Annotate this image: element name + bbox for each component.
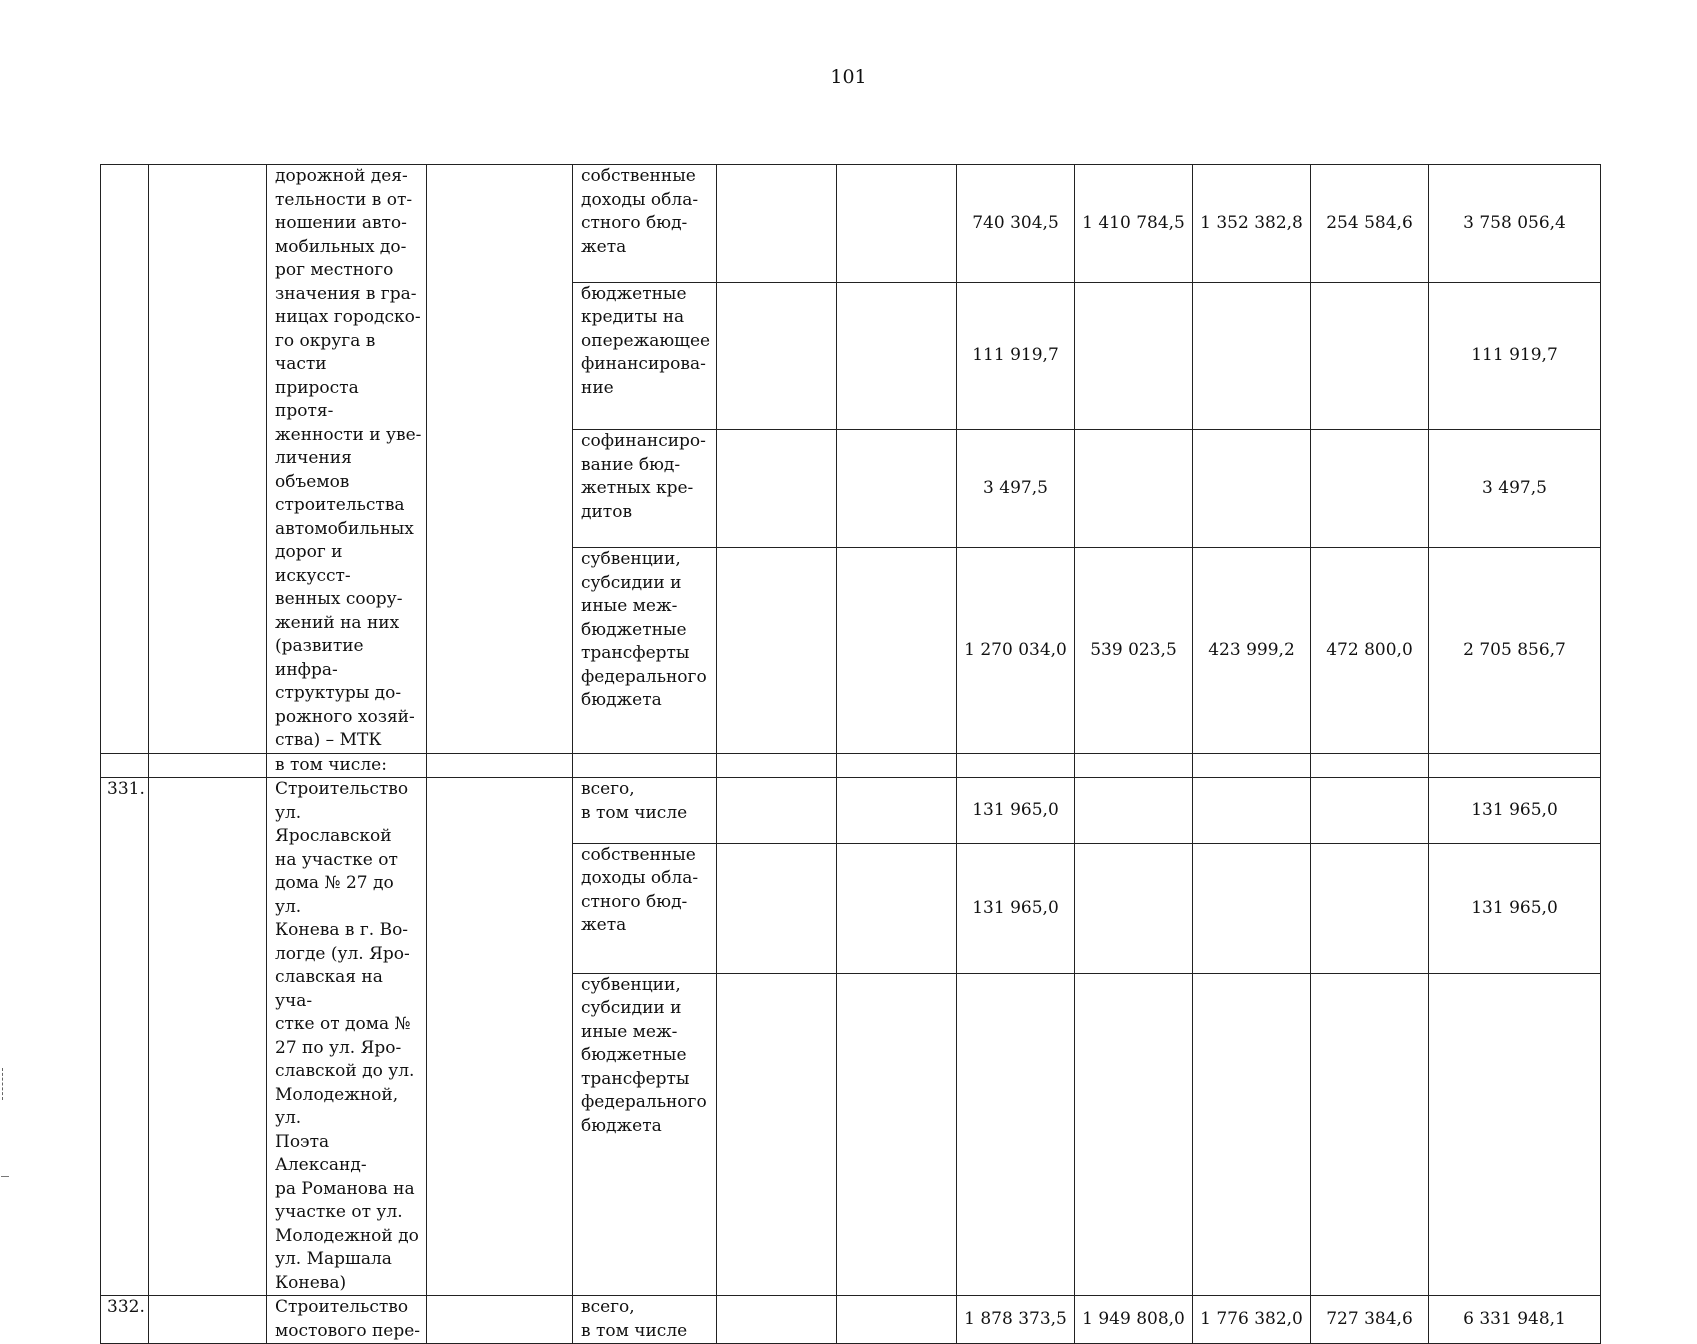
funding-source-cell: собственные доходы обла- стного бюд- жета xyxy=(573,843,717,973)
empty-cell xyxy=(837,778,957,844)
empty-cell xyxy=(837,1296,957,1344)
empty-cell xyxy=(1193,753,1311,778)
total-value-cell: 3 758 056,4 xyxy=(1429,165,1601,283)
funding-source-cell: софинансиро- вание бюд- жетных кре- дитов xyxy=(573,430,717,548)
year-value-cell: 740 304,5 xyxy=(957,165,1075,283)
table-row xyxy=(101,1296,1601,1344)
year-value-cell xyxy=(957,973,1075,1295)
year-value-cell xyxy=(1075,282,1193,429)
year-value-cell: 472 800,0 xyxy=(1311,548,1429,754)
empty-cell xyxy=(837,282,957,429)
empty-cell xyxy=(717,778,837,844)
year-value-cell xyxy=(1311,778,1429,844)
year-value-cell: 111 919,7 xyxy=(957,282,1075,429)
year-value-cell xyxy=(1193,430,1311,548)
empty-cell xyxy=(1311,753,1429,778)
table-body xyxy=(101,165,1601,1344)
budget-table xyxy=(100,164,1601,1344)
year-value-cell: 3 497,5 xyxy=(957,430,1075,548)
empty-cell xyxy=(427,165,573,754)
funding-source-cell: бюджетные кредиты на опережающее финансирова- ние xyxy=(573,282,717,429)
funding-source-cell: субвенции, субсидии и иные меж- бюджетные трансферты федерального бюджета xyxy=(573,548,717,754)
empty-cell xyxy=(717,548,837,754)
year-value-cell xyxy=(1193,778,1311,844)
year-value-cell xyxy=(1075,778,1193,844)
empty-cell xyxy=(837,165,957,283)
total-value-cell: 131 965,0 xyxy=(1429,843,1601,973)
total-value-cell: 6 331 948,1 xyxy=(1429,1296,1601,1344)
year-value-cell: 131 965,0 xyxy=(957,778,1075,844)
funding-source-cell: субвенции, субсидии и иные меж- бюджетные трансферты федерального бюджета xyxy=(573,973,717,1295)
empty-cell xyxy=(957,753,1075,778)
year-value-cell xyxy=(1193,843,1311,973)
year-value-cell: 1 949 808,0 xyxy=(1075,1296,1193,1344)
year-value-cell: 1 776 382,0 xyxy=(1193,1296,1311,1344)
row-index-cell xyxy=(101,165,149,754)
empty-cell xyxy=(837,548,957,754)
empty-cell xyxy=(573,753,717,778)
year-value-cell: 727 384,6 xyxy=(1311,1296,1429,1344)
row-index-cell: 332. xyxy=(101,1296,149,1344)
empty-cell xyxy=(1075,753,1193,778)
year-value-cell xyxy=(1075,973,1193,1295)
year-value-cell: 1 878 373,5 xyxy=(957,1296,1075,1344)
year-value-cell xyxy=(1311,430,1429,548)
empty-cell xyxy=(427,753,573,778)
funding-source-cell: всего, в том числе xyxy=(573,778,717,844)
page-number: 101 xyxy=(830,66,867,88)
empty-cell xyxy=(149,165,267,754)
total-value-cell: 131 965,0 xyxy=(1429,778,1601,844)
empty-cell xyxy=(1429,753,1601,778)
funding-source-cell: собственные доходы обла- стного бюд- жета xyxy=(573,165,717,283)
empty-cell xyxy=(717,165,837,283)
margin-mark xyxy=(2,1068,7,1100)
year-value-cell: 131 965,0 xyxy=(957,843,1075,973)
empty-cell xyxy=(837,843,957,973)
year-value-cell: 1 410 784,5 xyxy=(1075,165,1193,283)
empty-cell xyxy=(837,973,957,1295)
margin-mark xyxy=(1,1176,9,1177)
empty-cell xyxy=(717,430,837,548)
year-value-cell: 539 023,5 xyxy=(1075,548,1193,754)
year-value-cell xyxy=(1075,843,1193,973)
including-label-cell: в том числе: xyxy=(267,753,427,778)
empty-cell xyxy=(101,753,149,778)
year-value-cell xyxy=(1311,843,1429,973)
empty-cell xyxy=(717,282,837,429)
table-row xyxy=(101,165,1601,283)
year-value-cell: 1 352 382,8 xyxy=(1193,165,1311,283)
year-value-cell xyxy=(1075,430,1193,548)
item-description-cell: дорожной дея- тельности в от- ношении авто- мобильных до- рог местного значения в гра- ницах городско- го округа в части прироста протя- женности и уве- личения объемов строительства автомобильных дорог и искусст- венных соору- жений на них (развитие инфра- структуры до- рожного хозяй- ства) – МТК xyxy=(267,165,427,754)
empty-cell xyxy=(837,753,957,778)
item-description-cell: Строительство мостового пере- xyxy=(267,1296,427,1344)
total-value-cell: 3 497,5 xyxy=(1429,430,1601,548)
year-value-cell: 1 270 034,0 xyxy=(957,548,1075,754)
year-value-cell xyxy=(1311,282,1429,429)
empty-cell xyxy=(149,778,267,1296)
empty-cell xyxy=(717,753,837,778)
total-value-cell: 111 919,7 xyxy=(1429,282,1601,429)
empty-cell xyxy=(717,973,837,1295)
empty-cell xyxy=(149,1296,267,1344)
empty-cell xyxy=(427,1296,573,1344)
row-index-cell: 331. xyxy=(101,778,149,1296)
table-row xyxy=(101,778,1601,844)
year-value-cell xyxy=(1193,282,1311,429)
year-value-cell: 423 999,2 xyxy=(1193,548,1311,754)
total-value-cell: 2 705 856,7 xyxy=(1429,548,1601,754)
table-row xyxy=(101,753,1601,778)
empty-cell xyxy=(149,753,267,778)
empty-cell xyxy=(717,1296,837,1344)
year-value-cell xyxy=(1193,973,1311,1295)
year-value-cell xyxy=(1311,973,1429,1295)
empty-cell xyxy=(717,843,837,973)
total-value-cell xyxy=(1429,973,1601,1295)
year-value-cell: 254 584,6 xyxy=(1311,165,1429,283)
empty-cell xyxy=(427,778,573,1296)
empty-cell xyxy=(837,430,957,548)
item-description-cell: Строительство ул. Ярославской на участке от дома № 27 до ул. Конева в г. Во- логде (ул. Яро- славская на уча- стке от дома № 27 по ул. Яро- славской до ул. Молодежной, ул. Поэта Александ- ра Романова на участке от ул. Молодежной до ул. Маршала Конева) xyxy=(267,778,427,1296)
funding-source-cell: всего, в том числе xyxy=(573,1296,717,1344)
